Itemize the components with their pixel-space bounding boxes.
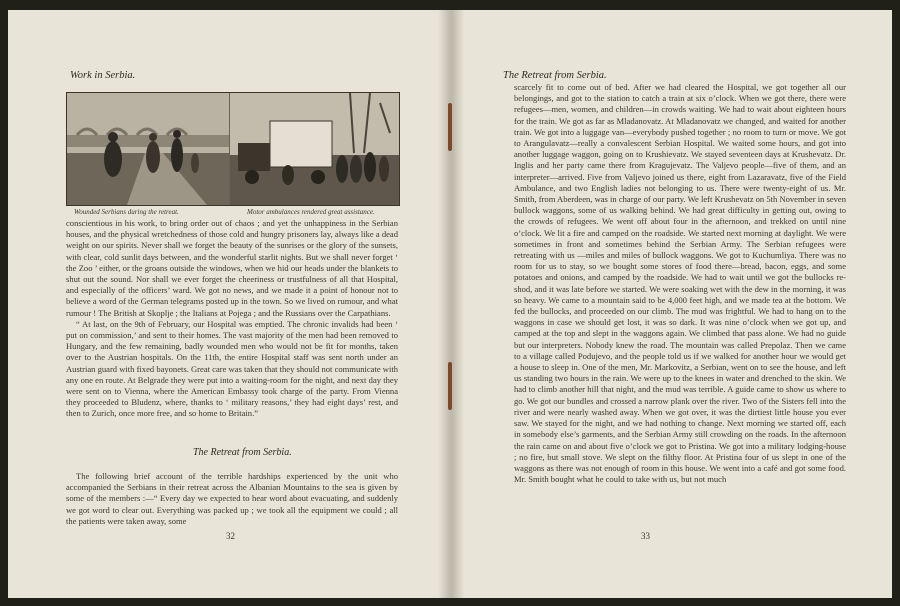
paragraph: conscientious in his work, to bring order out of chaos ; and yet the unhappiness in the Serbian houses, and the physical wretchedness of those cold and hungry prisoners lay, always like a dead weight on our spirits. Never shall we forget the beauty of the sunrises or the glory of the sunsets, with clear, cold sunlit days between, and the wonderful starlit nights. But we shall never forget ‘ the Zoo ’ either, or the groans outside the windows, when we hid our heads under the blankets to shut out the sound. Nor shall we ever forget the cheeriness or trustfulness of all that Hospital, and especially of the officers’ ward. We got no news, and we made it a point of honour not to believe a word of the German telegrams posted up in the town. So we lived on rumour, and what rumour ! The British at Skoplje ; the Italians at Pojega ; and the Russians over the Carpathians. xyxy=(66,218,398,318)
photo-caption-right: Motor ambulances rendered great assistance. xyxy=(247,208,375,216)
motor-ambulances-photo xyxy=(230,93,399,205)
section-heading: The Retreat from Serbia. xyxy=(193,447,292,458)
staple-top xyxy=(448,103,452,151)
running-head-right: The Retreat from Serbia. xyxy=(503,70,607,81)
page-number-left: 32 xyxy=(226,531,235,541)
paragraph: scarcely fit to come out of bed. After we had cleared the Hospital, we got together all our belongings, and got to the station to catch a train at six o’clock. When we got there, there were refugees—men, women, and children—in crowds waiting. We had to wait about eighteen hours for the train. We got as far as Mladanovatz. At Mladanovatz we changed, and waited for another train. We got into a luggage van—everybody pushed together ; no room to turn or move. We got to Arangulavatz—really a convalescent Serbian Hospital. We waited some hours, and got into another luggage waggon, going on to Krushievatz. We stayed seventeen days at Krushevatz. Dr. Inglis and her party came there from Kragujevatz. The Valjevo people—five of them, and an interpreter—arrived. Five from Valjevo joined us there, eight from Lazaravatz, five of the Field Ambulance, and two English ladies not belonging to us. There were twenty-eight of us. Mr. Smith, from Aberdeen, was in charge of our party. We left Krushevatz on 5th November in seven bullock waggons, some of us walking behind. We had great difficulty in getting out, owing to the crowds of refugees. We went off about four in the afternoon, and trekked on until nine o’clock. We lit a fire and camped on the roadside. We started next morning at daylight. We were sometimes in front and sometimes behind the Serbian Army. The Serbian refugees were retreating with us —miles and miles of bullock waggons. We got to Kuchumliya. There was no room for us to stay, so we bought some stores of food there—bread, bacon, eggs, and some potatoes and onions, and camped by the roadside. We had to wait until we got the bullocks re-shod, and it was late before we started. We were soaking wet with the dew in the morning, it was so heavy. We came to a mountain said to be 4,000 feet high, and we made tea at the bottom. We fed the bullocks, and proceeded on our climb. The mud was frightful. We had to hang on to the waggons in case we should get lost, it was so dark. It was nine o’clock when we got up, and camped at the top and slept in the waggons again. We climbed that pass alone. We had no guide but our interpreters. Nobody knew the road. The mountain was called Prepolaz. Then we came to a village called Podujevo, and the people told us if we walked for another hour we would get a house to sleep in. One of the men, Mr. Markovitz, a Serbian, went on to see the house, and left us standing two hours in the rain. We were up to the knees in water and drenched to the skin. We had to climb another hill that night, and the mud was terrible. A guide came to show us where to go. We got our bundles and crossed a narrow plank over the river. Two of the Sisters fell into the river and were nearly washed away. When we got over, it was the dirtiest little house you ever saw. We stayed for the night, and we had nothing to change. Next morning we started off, each in somebody else’s garments, and the Serbian Army still crowding on the roads. In the afternoon the rain came on and about five o’clock we got to Pristina. We got into a military lodging-house ; no fire, but small stove. We slept on the filthy floor. At Pristina four of us slept in one of the waggons as there was not enough of room in this house. We went into a café and got some food. Mr. Smith bought what he could to take with us, but not much xyxy=(514,82,846,485)
left-body-text xyxy=(66,218,398,420)
book-spread xyxy=(8,10,892,598)
paragraph: “ At last, on the 9th of February, our Hospital was emptied. The chronic invalids had been ‘ put on commission,’ and sent to their homes. The vast majority of the men had been removed to Hungary, and the few remaining, badly wounded men who would not be fit for months, taken over to the Austrian hospitals. On the 11th, the entire Hospital staff was sent north under an Austrian guard with fixed bayonets. Great care was taken that they should not communicate with any one en route. At Belgrade they were put into a waiting-room for the night, and next day they were sent on to Vienna, where the American Embassy took charge of the party. From Vienna they proceeded to Bludenz, where, thanks to ‘ military reasons,’ they had eight days’ rest, and then to Zurich, once more free, and so home to Britain.” xyxy=(66,318,398,419)
left-body-text-bottom xyxy=(66,471,398,527)
photo-plate xyxy=(66,92,400,206)
paragraph: The following brief account of the terrible hardships experienced by the unit who accompanied the Serbians in their retreat across the Albanian Mountains to the sea is given by some of the members :—“ Every day we expected to hear word about evacuating, and suddenly we got word to clear out. Everything was packed up ; we took all the equipment we could ; all the patients were taken away, some xyxy=(66,471,398,526)
left-page xyxy=(8,10,450,598)
photo-caption-left: Wounded Serbians during the retreat. xyxy=(74,208,179,216)
gutter-shadow xyxy=(438,10,464,598)
wounded-serbians-photo xyxy=(67,93,229,205)
running-head-left: Work in Serbia. xyxy=(70,70,136,81)
page-number-right: 33 xyxy=(641,531,650,541)
staple-bottom xyxy=(448,362,452,410)
right-body-text xyxy=(514,82,846,485)
